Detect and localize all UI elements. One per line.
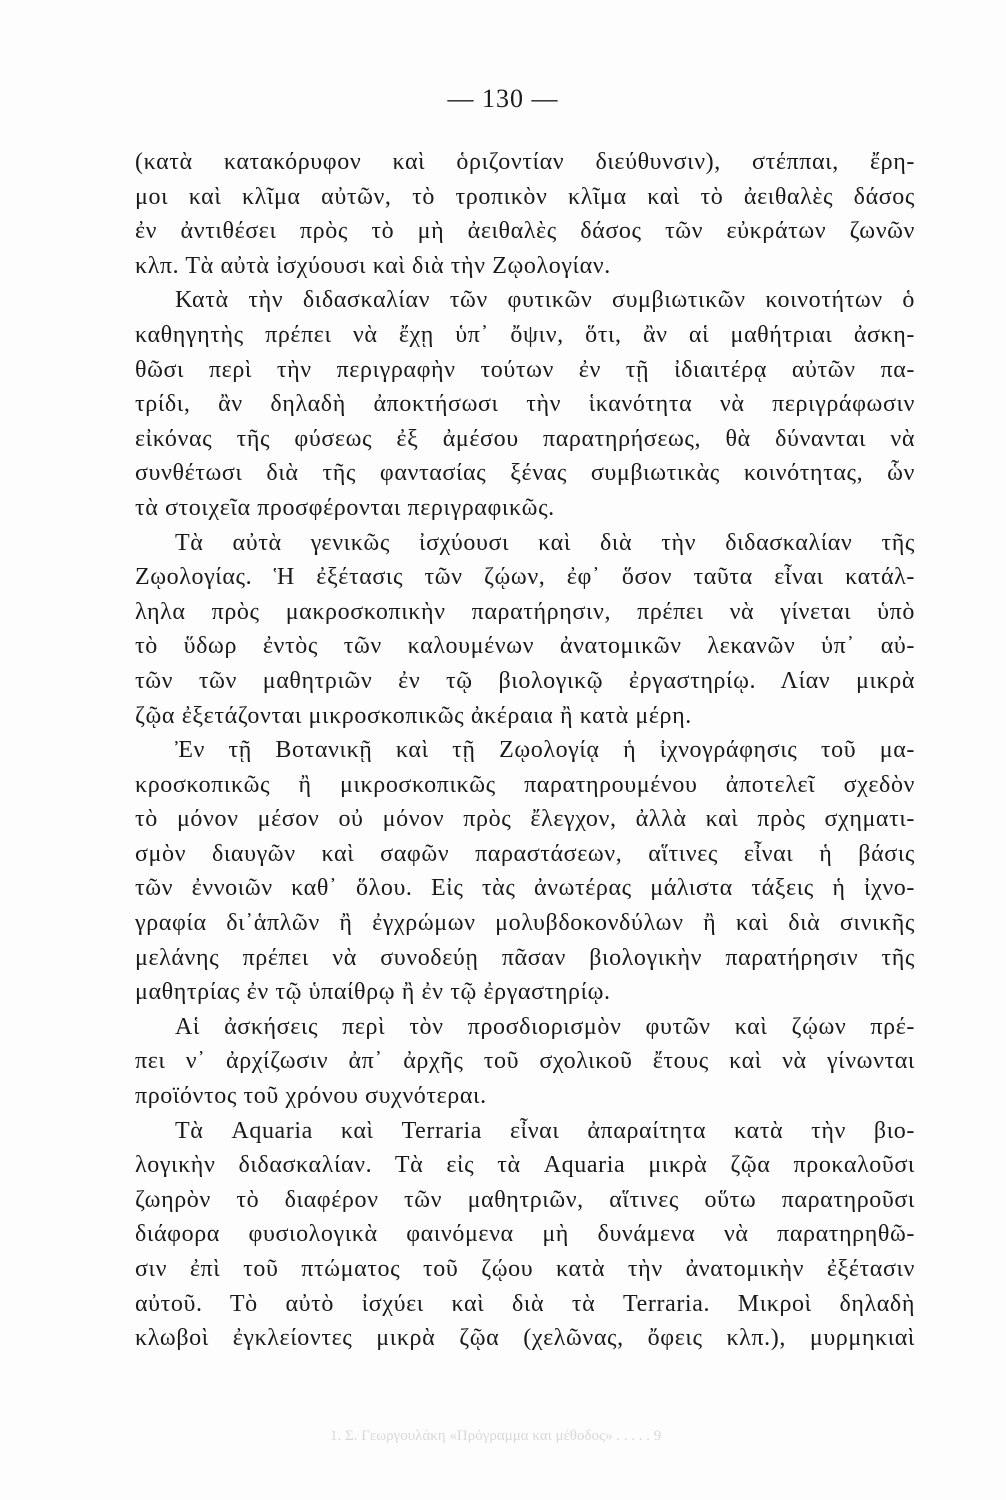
text-line: τὸ μόνον μέσον οὐ μόνον πρὸς ἔλεγχον, ἀλλὰ καὶ πρὸς σχηματι- (135, 806, 915, 833)
text-line: διάφορα φυσιολογικὰ φαινόμενα μὴ δυνάμενα νὰ παρατηρηθῶ- (135, 1221, 915, 1248)
text-line: Τὰ Aquaria καὶ Terraria εἶναι ἀπαραίτητα κατὰ τὴν βιο- (175, 1117, 915, 1144)
text-line: συνθέτωσι διὰ τῆς φαντασίας ξένας συμβιωτικὰς κοινότητας, ὧν (135, 460, 915, 487)
text-line: σιν ἐπὶ τοῦ πτώματος τοῦ ζῴου κατὰ τὴν ἀνατομικὴν ἐξέτασιν (135, 1256, 915, 1282)
text-line: (κατὰ κατακόρυφον καὶ ὁριζοντίαν διεύθυνσιν), στέππαι, ἔρη- (135, 149, 915, 175)
text-line: πει ν᾽ ἀρχίζωσιν ἀπ᾽ ἀρχῆς τοῦ σχολικοῦ ἔτους καὶ νὰ γίνωνται (135, 1048, 915, 1075)
text-line: ζωηρὸν τὸ διαφέρον τῶν μαθητριῶν, αἵτινες οὕτω παρατηροῦσι (135, 1186, 915, 1213)
text-line: γραφία δι᾽ἁπλῶν ἢ ἐγχρώμων μολυβδοκονδύλων ἢ καὶ διὰ σινικῆς (135, 910, 915, 937)
text-line: τῶν ἐννοιῶν καθ᾽ ὅλου. Εἰς τὰς ἀνωτέρας μάλιστα τάξεις ἡ ἰχνο- (135, 875, 915, 902)
text-line: θῶσι περὶ τὴν περιγραφὴν τούτων ἐν τῇ ἰδιαιτέρᾳ αὐτῶν πα- (135, 356, 915, 383)
text-line: μελάνης πρέπει νὰ συνοδεύῃ πᾶσαν βιολογικὴν παρατήρησιν τῆς (135, 944, 915, 971)
text-line: Κατὰ τὴν διδασκαλίαν τῶν φυτικῶν συμβιωτικῶν κοινοτήτων ὁ (175, 287, 915, 314)
page-number: — 130 — (447, 84, 559, 113)
text-line: Τὰ αὐτὰ γενικῶς ἰσχύουσι καὶ διὰ τὴν διδασκαλίαν τῆς (175, 529, 915, 556)
text-line: εἰκόνας τῆς φύσεως ἐξ ἀμέσου παρατηρήσεως, θὰ δύνανται νὰ (135, 425, 915, 452)
text-line: κλωβοὶ ἐγκλείοντες μικρὰ ζῷα (χελῶνας, ὄφεις κλπ.), μυρμηκιαὶ (135, 1325, 915, 1352)
body-text (135, 145, 915, 1356)
text-line: λογικὴν διδασκαλίαν. Τὰ εἰς τὰ Aquaria μικρὰ ζῷα προκαλοῦσι (135, 1152, 915, 1179)
footer-signature: 1. Σ. Γεωργουλάκη «Πρόγραμμα και μέθοδος» . . . . . 9 (330, 1428, 662, 1444)
text-line: τρίδι, ἂν δηλαδὴ ἀποκτήσωσι τὴν ἱκανότητα νὰ περιγράφωσιν (135, 391, 915, 418)
text-line: κροσκοπικῶς ἢ μικροσκοπικῶς παρατηρουμένου ἀποτελεῖ σχεδὸν (135, 771, 915, 798)
text-line: Ζῳολογίας. Ἡ ἐξέτασις τῶν ζῴων, ἐφ᾽ ὅσον ταῦτα εἶναι κατάλ- (135, 564, 915, 591)
text-line: τὸ ὕδωρ ἐντὸς τῶν καλουμένων ἀνατομικῶν λεκανῶν ὑπ᾽ αὐ- (135, 633, 915, 660)
text-line: ληλα πρὸς μακροσκοπικὴν παρατήρησιν, πρέπει νὰ γίνεται ὑπὸ (135, 598, 915, 625)
text-line: Αἱ ἀσκήσεις περὶ τὸν προσδιορισμὸν φυτῶν καὶ ζῴων πρέ- (175, 1013, 915, 1040)
text-line: σμὸν διαυγῶν καὶ σαφῶν παραστάσεων, αἵτινες εἶναι ἡ βάσις (135, 840, 915, 867)
text-line: προϊόντος τοῦ χρόνου συχνότεραι. (135, 1083, 487, 1110)
text-line: Ἐν τῇ Βοτανικῇ καὶ τῇ Ζῳολογίᾳ ἡ ἰχνογράφησις τοῦ μα- (175, 737, 915, 764)
text-line: τῶν τῶν μαθητριῶν ἐν τῷ βιολογικῷ ἐργαστηρίῳ. Λίαν μικρὰ (135, 667, 915, 694)
text-line: μοι καὶ κλῖμα αὐτῶν, τὸ τροπικὸν κλῖμα καὶ τὸ ἀειθαλὲς δάσος (135, 183, 915, 210)
text-line: κλπ. Τὰ αὐτὰ ἰσχύουσι καὶ διὰ τὴν Ζῳολογίαν. (135, 252, 611, 279)
text-line: μαθητρίας ἐν τῷ ὑπαίθρῳ ἢ ἐν τῷ ἐργαστηρίῳ. (135, 979, 611, 1006)
text-line: αὐτοῦ. Τὸ αὐτὸ ἰσχύει καὶ διὰ τὰ Terraria. Μικροὶ δηλαδὴ (135, 1290, 915, 1317)
text-line: τὰ στοιχεῖα προσφέρονται περιγραφικῶς. (135, 494, 555, 521)
text-line: ζῷα ἐξετάζονται μικροσκοπικῶς ἀκέραια ἢ κατὰ μέρη. (135, 702, 692, 729)
text-line: καθηγητὴς πρέπει νὰ ἔχῃ ὑπ᾽ ὄψιν, ὅτι, ἂν αἱ μαθήτριαι ἀσκη- (135, 321, 915, 348)
text-line: ἐν ἀντιθέσει πρὸς τὸ μὴ ἀειθαλὲς δάσος τῶν εὐκράτων ζωνῶν (135, 218, 915, 245)
